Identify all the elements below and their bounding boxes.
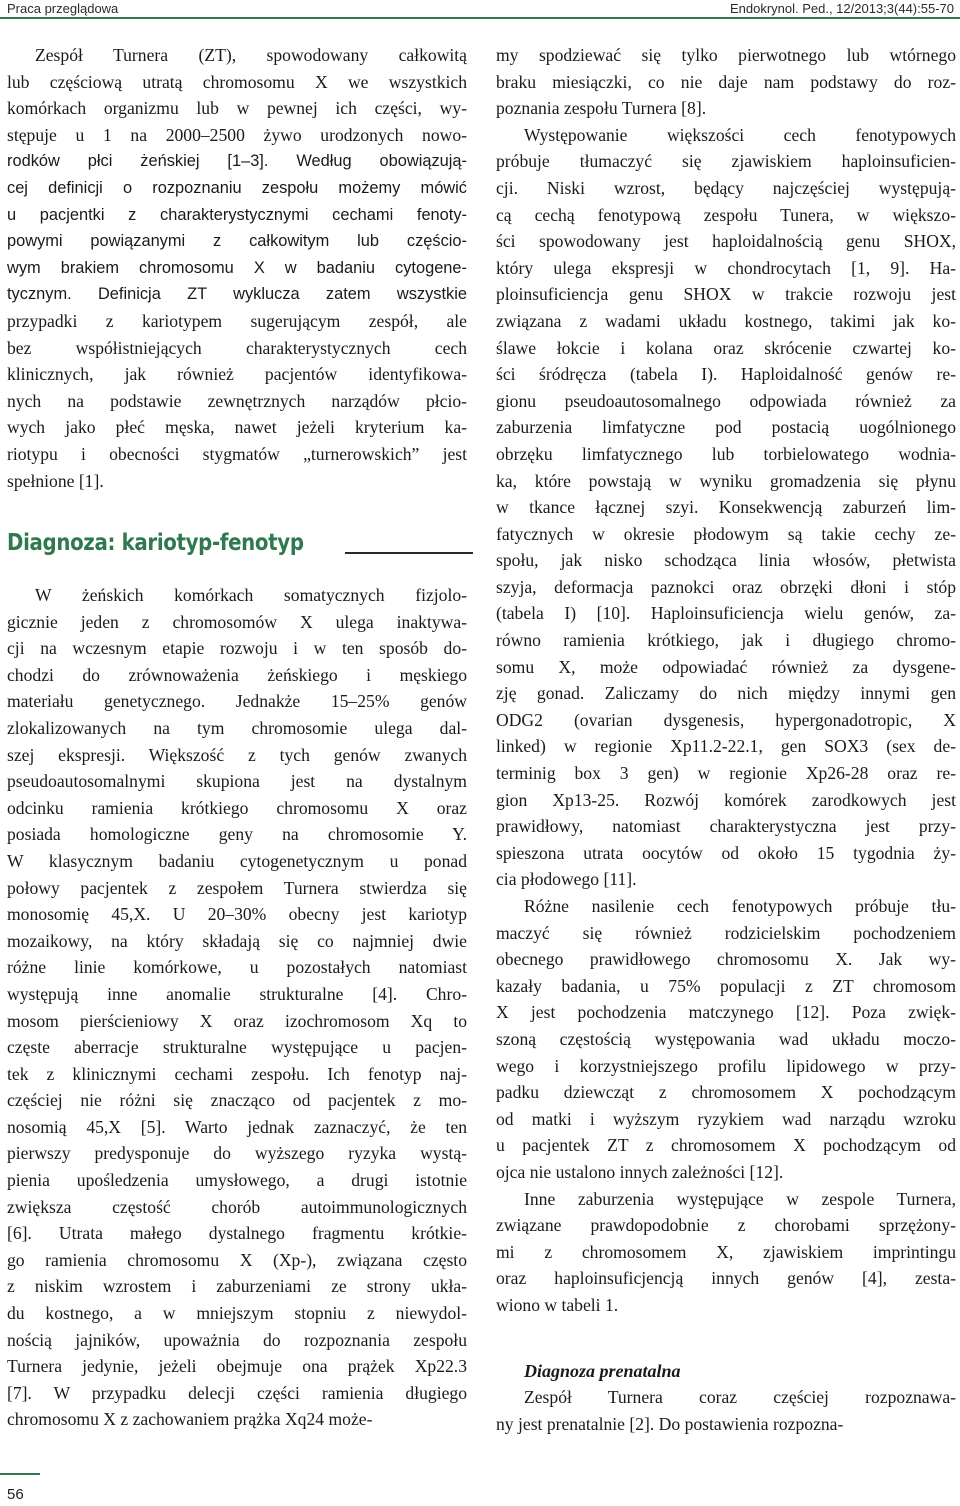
text-line: stępuje u 1 na 2000–2500 żywo urodzonych nowo- <box>7 124 467 145</box>
text-line: próbuje tłumaczyć się zjawiskiem haploinsuficien- <box>496 151 956 172</box>
text-line: równo ramienia krótkiego, jak i długiego chromo- <box>496 630 956 651</box>
text-line: występują inne anomalie strukturalne [4]. Chro- <box>7 983 467 1004</box>
text-line: bez współistniejących charakterystycznych cech <box>7 337 467 358</box>
text-line: wym brakiem chromosomu X w badaniu cytogene- <box>7 258 467 277</box>
text-line: pierwszy predysponuje do wyższego ryzyka wystą- <box>7 1143 467 1164</box>
text-line: społu, jak nisko schodząca linia włosów, płetwista <box>496 550 956 571</box>
text-line: z niskim wzrostem i zaburzeniami ze strony ukła- <box>7 1276 467 1297</box>
text-line: pienia upośledzenia umysłowego, a drugi istotnie <box>7 1170 467 1191</box>
article-type-label: Praca przeglądowa <box>7 1 119 16</box>
text-line: linked) w regionie Xp11.2-22.1, gen SOX3 (sex de- <box>496 736 956 757</box>
text-line: częste aberracje strukturalne występujące u pacjen- <box>7 1037 467 1058</box>
section-heading <box>7 528 469 562</box>
text-line: w tkance łącznej szyi. Konsekwencją zaburzeń lim- <box>496 497 956 518</box>
text-line: cej definicji o rozpoznaniu zespołu możemy mówić <box>7 178 467 197</box>
text-line: cji na wczesnym etapie rozwoju i w ten sposób do- <box>7 638 467 659</box>
text-line: obrzęku limfatycznego lub torbielowatego wodnia- <box>496 443 956 464</box>
footer-rule <box>0 1473 40 1475</box>
section-heading-text: Diagnoza: kariotyp-fenotyp <box>7 530 304 556</box>
text-line: cą cechą fenotypową zespołu Tunera, w większo- <box>496 204 956 225</box>
text-line: związane prawdopodobnie z chorobami sprzężony- <box>496 1215 956 1236</box>
left-column-section <box>7 582 467 1433</box>
text-line: [7]. W przypadku delecji części ramienia długiego <box>7 1382 467 1403</box>
text-line: pseudoautosomalnymi skupiona jest na dystalnym <box>7 771 467 792</box>
text-line: mosom pierścieniowy X oraz izochromosom Xq to <box>7 1010 467 1031</box>
left-column-intro <box>7 42 467 494</box>
text-line: wego i korzystniejszego profilu lipidowego w przy- <box>496 1055 956 1076</box>
text-line: wych jako płeć męska, nawet jeżeli kryterium ka- <box>7 417 467 438</box>
text-line: Turnera jedynie, jeżeli obejmuje ona prążek Xp22.3 <box>7 1356 467 1377</box>
text-line: lub częściową utratą chromosomu X we wszystkich <box>7 71 467 92</box>
text-line: padku dziewcząt z chromosomem X pochodzącym <box>496 1082 956 1103</box>
text-line: gionu pseudoautosomalnego odpowiada również za <box>496 390 956 411</box>
right-column <box>496 42 956 1319</box>
page-number: 56 <box>7 1486 24 1503</box>
text-line: obecnego prawidłowego chromosomu X. Jak wy- <box>496 949 956 970</box>
text-line: związana z wadami układu kostnego, takimi jak ko- <box>496 310 956 331</box>
text-line: szoną częstością występowania wad układu moczo- <box>496 1028 956 1049</box>
text-line: nych na podstawie zewnętrznych narządów płcio- <box>7 390 467 411</box>
text-line: zaburzenia limfatyczne pod postacią uogólnionego <box>496 417 956 438</box>
text-line: klinicznych, jak również pacjentów identyfikowa- <box>7 364 467 385</box>
text-line: ploinsuficiencja genu SHOX w trakcie rozwoju jest <box>496 284 956 305</box>
text-line: zlokalizowanych na tym chromosomie ulega dal- <box>7 717 467 738</box>
text-line: posiada homologiczne geny na chromosomie Y. <box>7 824 467 845</box>
right-column-prenatal <box>496 1384 956 1437</box>
text-line: materiału genetycznego. Jednakże 15–25% genów <box>7 691 467 712</box>
text-line: fatycznych w okresie płodowym są takie cechy ze- <box>496 523 956 544</box>
text-line: rodków płci żeńskiej [1–3]. Według obowiązują- <box>7 152 467 171</box>
text-line: u pacjentki z charakterystycznymi cechami fenoty- <box>7 205 467 224</box>
running-header <box>0 0 960 18</box>
text-line: oraz haploinsuficjencją innych genów [4], zesta- <box>496 1268 956 1289</box>
text-line: W klasycznym badaniu cytogenetycznym u ponad <box>7 850 467 871</box>
text-line: ODG2 (ovarian dysgenesis, hypergonadotropic, X <box>496 709 956 730</box>
text-line: odcinku ramienia krótkiego chromosomu X oraz <box>7 797 467 818</box>
text-line: powymi powiązanymi z całkowitym lub częścio- <box>7 232 467 251</box>
text-line: somu X, może odpowiadać również za dysgene- <box>496 656 956 677</box>
text-line: tycznym. Definicja ZT wyklucza zatem wszystkie <box>7 285 467 304</box>
text-line: który ulega ekspresji w chondrocytach [1, 9]. Ha- <box>496 257 956 278</box>
header-rule <box>0 17 960 19</box>
text-line: riotypu i obecności stygmatów „turnerowskich” jest <box>7 443 467 464</box>
text-line: poznania zespołu Turnera [8]. <box>496 98 707 119</box>
text-line: połowy pacjentek z zespołem Turnera stwierdza się <box>7 877 467 898</box>
text-line: chromosomu X z zachowaniem prążka Xq24 może- <box>7 1409 373 1430</box>
text-line: ny jest prenatalnie [2]. Do postawienia rozpozna- <box>496 1413 844 1434</box>
text-line: u pacjentek ZT z chromosomem X pochodzącym od <box>496 1135 956 1156</box>
text-line: chodzi do zrównoważenia żeńskiego i męskiego <box>7 664 467 685</box>
text-line: du kostnego, a w mniejszym stopniu z niewydol- <box>7 1303 467 1324</box>
text-line: braku miesiączki, co nie daje nam podstawy do roz- <box>496 71 956 92</box>
text-line: Zespół Turnera (ZT), spowodowany całkowitą <box>35 45 467 65</box>
text-line: tek z klinicznymi cechami zespołu. Ich fenotyp naj- <box>7 1063 467 1084</box>
text-line: wiono w tabeli 1. <box>496 1294 619 1315</box>
text-line: mi z chromosomem X, zjawiskiem imprintingu <box>496 1241 956 1262</box>
text-line: cia płodowego [11]. <box>496 869 637 890</box>
text-line: ojca nie ustalono innych zależności [12]. <box>496 1161 784 1182</box>
text-line: Występowanie większości cech fenotypowych <box>524 124 956 145</box>
text-line: kazały badania, u 75% populacji z ZT chromosom <box>496 975 956 996</box>
text-line: zwiększa częstość chorób autoimmunologicznych <box>7 1196 467 1217</box>
text-line: gicznie jeden z chromosomów X ulega inaktywa- <box>7 611 467 632</box>
text-line: zję gonad. Zaliczamy do nich między innymi gen <box>496 683 956 704</box>
text-line: ślawe łokcie i kolana oraz skrócenie czwartej ko- <box>496 337 956 358</box>
text-line: częściej nie różni się znacząco od pacjentek z mo- <box>7 1090 467 1111</box>
text-line: W żeńskich komórkach somatycznych fizjolo- <box>35 585 467 605</box>
text-line: X jest pochodzenia matczynego [12]. Poza zwięk- <box>496 1002 956 1023</box>
text-line: od matki i wyższym ryzykiem wad narządu wzroku <box>496 1108 956 1129</box>
heading-rule <box>345 552 473 554</box>
text-line: szej ekspresji. Większość z tych genów zwanych <box>7 744 467 765</box>
text-line: [6]. Utrata małego dystalnego fragmentu krótkie- <box>7 1223 467 1244</box>
text-line: przypadki z kariotypem sugerującym zespół, ale <box>7 310 467 331</box>
journal-citation: Endokrynol. Ped., 12/2013;3(44):55-70 <box>729 1 954 16</box>
text-line: maczyć się również rodzicielskim pochodzeniem <box>496 922 956 943</box>
text-line: ści śródręcza (tabela I). Haploidalność genów re- <box>496 364 956 385</box>
text-line: nością jajników, upoważnia do rozpoznania zespołu <box>7 1329 467 1350</box>
text-line: (tabela I) [10]. Haploinsuficiencja wielu genów, za- <box>496 603 956 624</box>
text-line: monosomię 45,X. U 20–30% obecny jest kariotyp <box>7 904 467 925</box>
subheading-prenatal: Diagnoza prenatalna <box>524 1361 681 1381</box>
text-line: prawidłowy, natomiast charakterystyczna jest przy- <box>496 816 956 837</box>
text-line: mozaikowy, na który składają się co najmniej dwie <box>7 930 467 951</box>
text-line: szyja, deformacja paznokci oraz obrzęki dłoni i stóp <box>496 576 956 597</box>
text-line: Inne zaburzenia występujące w zespole Turnera, <box>524 1188 956 1209</box>
text-line: spieszona utrata oocytów od około 15 tygodnia ży- <box>496 842 956 863</box>
text-line: nosomią 45,X [5]. Warto jednak zaznaczyć, że ten <box>7 1116 467 1137</box>
text-line: my spodziewać się tylko pierwotnego lub wtórnego <box>496 45 956 65</box>
text-line: Zespół Turnera coraz częściej rozpoznawa- <box>524 1387 956 1407</box>
text-line: komórkach organizmu lub w pewnej ich części, wy- <box>7 98 467 119</box>
text-line: cji. Niski wzrost, będący najczęściej występują- <box>496 177 956 198</box>
text-line: Różne nasilenie cech fenotypowych próbuje tłu- <box>524 896 956 916</box>
text-line: gion Xp13-25. Rozwój komórek zarodkowych jest <box>496 789 956 810</box>
text-line: ści spowodowany jest haploidalnością genu SHOX, <box>496 231 956 252</box>
text-line: spełnione [1]. <box>7 470 104 491</box>
text-line: ka, które powstają w wyniku gromadzenia się płynu <box>496 470 956 491</box>
text-line: różne linie komórkowe, u pozostałych natomiast <box>7 957 467 978</box>
text-line: go ramienia chromosomu X (Xp-), związana często <box>7 1249 467 1270</box>
text-line: terminig box 3 gen) w regionie Xp26-28 oraz re- <box>496 763 956 784</box>
